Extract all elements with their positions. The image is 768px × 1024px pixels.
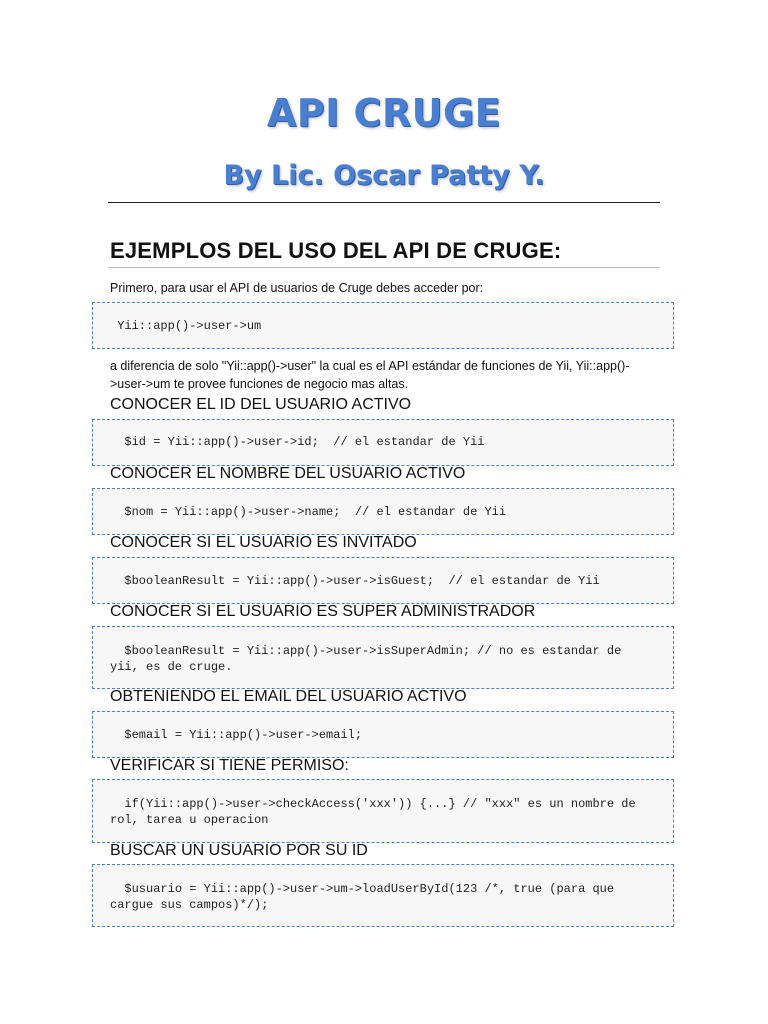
document-subtitle: By Lic. Oscar Patty Y. [223,160,545,191]
section-title-name: CONOCER EL NOMBRE DEL USUARIO ACTIVO [110,465,466,482]
section-title-guest: CONOCER SI EL USUARIO ES INVITADO [110,534,417,551]
code-block-permission: if(Yii::app()->user->checkAccess('xxx')) {...} // "xxx" es un nombre de rol, tarea u operacion [92,779,674,843]
section-title-id: CONOCER EL ID DEL USUARIO ACTIVO [110,396,412,413]
header-divider [108,202,660,203]
section-title-find-user: BUSCAR UN USUARIO POR SU ID [110,842,368,859]
section-title-email: OBTENIENDO EL EMAIL DEL USUARIO ACTIVO [110,688,467,705]
code-block-id: $id = Yii::app()->user->id; // el estandar de Yii [92,419,674,466]
code-block-find-user: $usuario = Yii::app()->user->um->loadUserById(123 /*, true (para que cargue sus campos)*/); [92,864,674,927]
document-title: API CRUGE [266,91,502,135]
code-block-superadmin: $booleanResult = Yii::app()->user->isSuperAdmin; // no es estandar de yii, es de cruge. [92,626,674,689]
intro-code-block: Yii::app()->user->um [92,302,674,349]
section-heading: EJEMPLOS DEL USO DEL API DE CRUGE: [110,238,562,263]
section-title-permission: VERIFICAR SI TIENE PERMISO: [110,757,349,774]
code-block-name: $nom = Yii::app()->user->name; // el estandar de Yii [92,488,674,535]
heading-divider [108,267,660,268]
code-block-email: $email = Yii::app()->user->email; [92,711,674,758]
code-block-guest: $booleanResult = Yii::app()->user->isGuest; // el estandar de Yii [92,557,674,604]
section-title-superadmin: CONOCER SI EL USUARIO ES SUPER ADMINISTRADOR [110,603,536,620]
explanation-text: a diferencia de solo "Yii::app()->user" la cual es el API estándar de funciones de Yii, Yii::app()->user->um te provee funciones de negocio mas altas. [110,359,630,391]
intro-text: Primero, para usar el API de usuarios de Cruge debes acceder por: [110,281,484,295]
